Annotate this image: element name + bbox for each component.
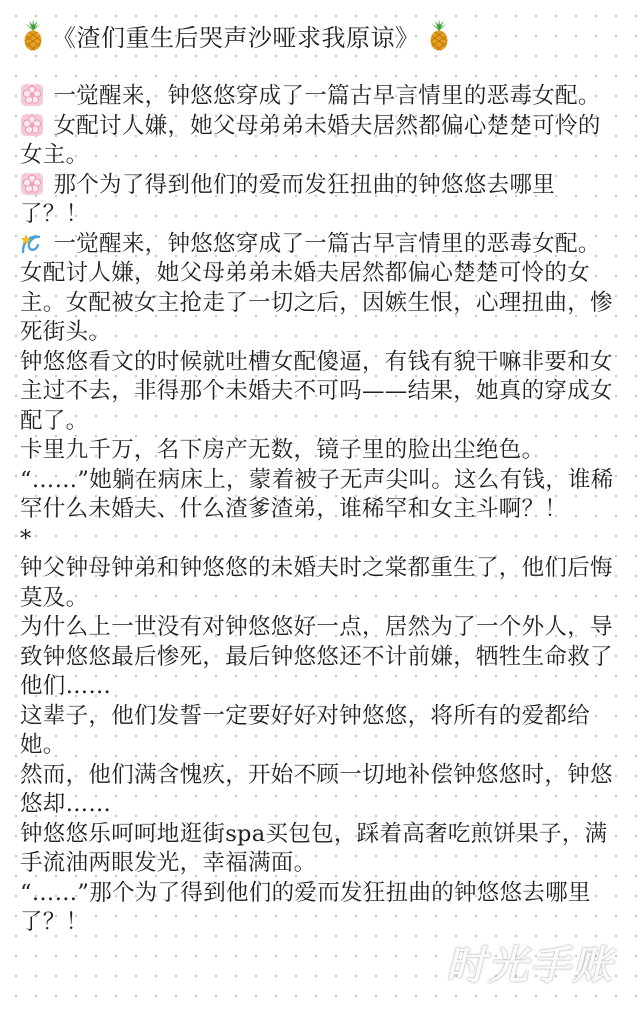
paragraph-text: 那个为了得到他们的爱而发狂扭曲的钟悠悠去哪里了？！ (20, 171, 556, 227)
paragraph-text: 一觉醒来，钟悠悠穿成了一篇古早言情里的恶毒女配。 (53, 83, 601, 109)
synopsis-paragraph (20, 171, 620, 230)
synopsis-paragraph (20, 230, 620, 260)
synopsis-paragraph (20, 466, 620, 525)
synopsis-text (20, 82, 620, 938)
paragraph-text: 钟父钟母钟弟和钟悠悠的未婚夫时之棠都重生了，他们后悔莫及。 (20, 555, 613, 611)
synopsis-paragraph (20, 820, 620, 879)
paragraph-text: “……”那个为了得到他们的爱而发狂扭曲的钟悠悠去哪里了？！ (20, 879, 591, 935)
synopsis-paragraph (20, 112, 620, 171)
paragraph-text: 女配讨人嫌，她父母弟弟未婚夫居然都偏心楚楚可怜的女主。女配被女主抢走了一切之后，因嫉生恨，心理扭曲，惨死街头。 (20, 260, 613, 345)
synopsis-paragraph (20, 554, 620, 613)
cherry-blossom-icon (20, 113, 44, 137)
paragraph-text: 钟悠悠看文的时候就吐槽女配傻逼，有钱有貌干嘛非要和女主过不去，非得那个未婚夫不可吗——结果，她真的穿成女配了。 (20, 348, 613, 434)
pineapple-icon (20, 19, 46, 51)
paragraph-text: “……”她躺在病床上，蒙着被子无声尖叫。这么有钱，谁稀罕什么未婚夫、什么渣爹渣弟，谁稀罕和女主斗啊？！ (20, 466, 614, 522)
synopsis-paragraph (20, 761, 620, 820)
paragraph-text: 为什么上一世没有对钟悠悠好一点，居然为了一个外人，导致钟悠悠最后惨死，最后钟悠悠还不计前嫌，牺牲生命救了他们…… (20, 614, 613, 699)
cherry-blossom-icon (20, 172, 44, 196)
dizzy-icon (20, 231, 44, 255)
title-row (20, 14, 620, 56)
synopsis-paragraph (20, 436, 620, 466)
paragraph-text: 女配讨人嫌，她父母弟弟未婚夫居然都偏心楚楚可怜的女主。 (20, 112, 601, 168)
synopsis-paragraph (20, 613, 620, 702)
cherry-blossom-icon (20, 83, 44, 107)
paragraph-text: * (20, 525, 32, 552)
synopsis-paragraph (20, 702, 620, 761)
synopsis-paragraph (20, 82, 620, 112)
paragraph-text: 卡里九千万，名下房产无数，镜子里的脸出尘绝色。 (20, 437, 545, 463)
paragraph-text: 这辈子，他们发誓一定要好好对钟悠悠，将所有的爱都给她。 (20, 702, 591, 758)
synopsis-paragraph (20, 525, 620, 555)
synopsis-paragraph (20, 259, 620, 348)
synopsis-paragraph (20, 348, 620, 437)
pineapple-icon (426, 19, 452, 51)
synopsis-paragraph (20, 879, 620, 938)
watermark: 时光手账 (446, 943, 614, 989)
paragraph-text: 钟悠悠乐呵呵地逛街spa买包包，踩着高奢吃煎饼果子，满手流油两眼发光，幸福满面。 (20, 820, 608, 876)
paragraph-text: 然而，他们满含愧疚，开始不顾一切地补偿钟悠悠时，钟悠悠却…… (20, 761, 613, 817)
paragraph-text: 一觉醒来，钟悠悠穿成了一篇古早言情里的恶毒女配。 (53, 230, 601, 257)
page-title: 《渣们重生后哭声沙哑求我原谅》 (52, 23, 420, 52)
